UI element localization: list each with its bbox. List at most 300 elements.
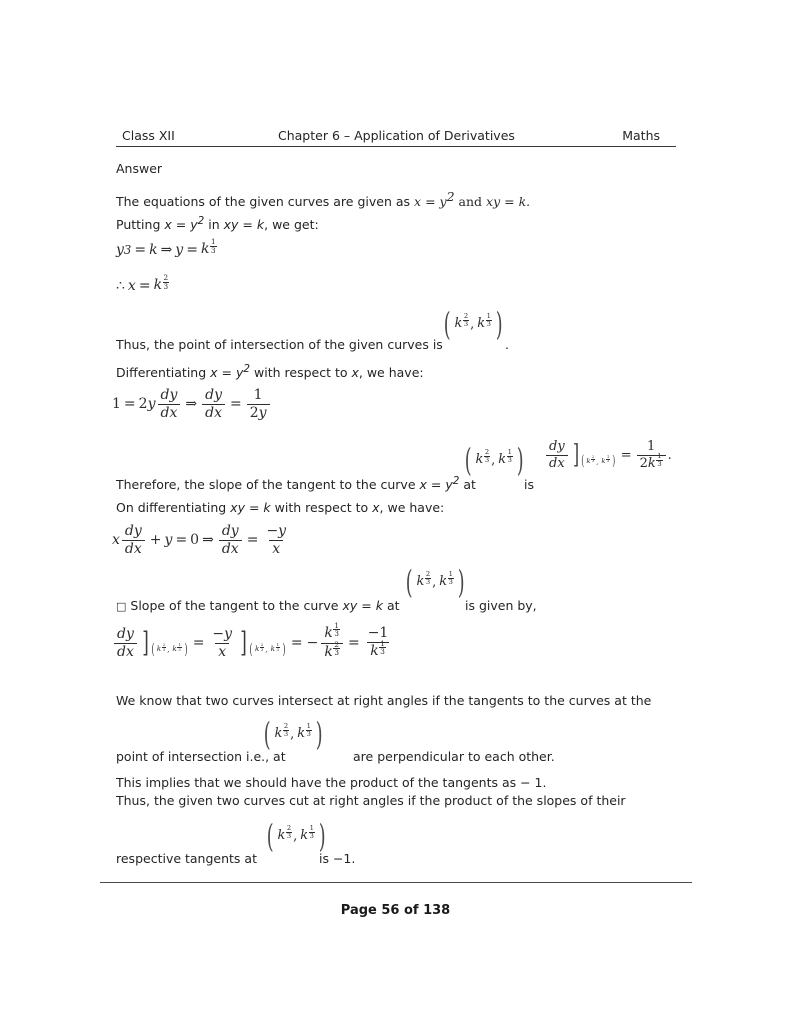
eq1-result-den [247,404,270,421]
page-number-label: Page 56 of 138 [340,903,451,918]
ordered-pair [150,639,189,658]
pair-comma: , [167,645,170,655]
pair-x-exp-num: 2 [286,824,292,833]
bigeq-k-den-base: k [324,643,333,660]
differentiating-var: x [351,365,359,381]
pair-body [276,824,316,844]
slope-den-exp-den: 3 [657,459,662,468]
pair-body [415,570,455,590]
bigeq-x: x [215,643,229,660]
eq1-one: 1 [112,396,121,413]
pair-y-base: k [439,574,448,590]
bigeq-final-den [367,639,389,660]
line-curves-given-text: The equations of the given curves are given as [116,194,411,210]
slope-xy-post: is given by, [465,598,537,613]
ondiff-end: , we have: [379,500,445,515]
pair-comma: , [293,828,298,844]
eq2-dy-2: dy [221,523,239,539]
eq2-dydx-2 [219,524,242,556]
differentiating-post: with respect to [254,365,348,381]
intersection-point-pair-1 [441,305,505,343]
curve-eq-k: k. [518,194,531,210]
line-curves-given [116,189,530,209]
pair-y-value [601,454,610,466]
ondiff-var: x [372,500,380,515]
bigeq-equals-3: = [347,635,360,652]
left-paren: ( [443,305,451,343]
pair-y-base: k [601,456,606,465]
slope-xy-k: k [375,598,383,613]
pair-x-exp-den: 3 [484,456,490,465]
pair-y-base: k [477,316,486,332]
eq1-equals-2: = [229,396,242,413]
pair-x-base: k [277,828,286,844]
left-paren: ( [405,563,413,601]
eq1-two: 2 [138,396,148,413]
pair-body [156,642,183,655]
pair-x-exp-den: 3 [591,459,595,464]
pair-x-exp-den: 3 [425,578,431,587]
slope-den-k-power [647,451,663,472]
exponent-numerator: 2 [163,273,169,283]
pair-y-base: k [172,644,177,654]
pair-comma: , [470,316,475,332]
pair-y-value [270,642,280,654]
pair-y-exp-den: 3 [276,647,279,653]
pair-y-value [439,570,454,590]
slope-dy: dy [549,439,565,455]
answer-heading: Answer [116,161,163,176]
bigeq-neg-y: −y [212,625,233,642]
respective-pre: respective tangents at [116,851,257,866]
eq1-result-num: 1 [253,387,263,403]
eq-x-k: k [153,277,163,294]
slope-dx: dx [546,455,568,471]
pair-comma: , [265,645,268,655]
pair-x-value [416,570,431,590]
eq1-result-fraction [247,388,270,420]
bigeq-dx: dx [114,643,137,660]
pair-y-exponent [486,313,492,328]
pair-x-exp-num: 2 [591,454,595,459]
curve-eq2-equals: = [504,194,515,210]
line-respective-tangents [116,851,257,866]
left-paren: ( [581,453,585,470]
bigeq-k-num-exp-num: 1 [334,621,339,630]
eq1-den-two: 2 [249,404,259,421]
pair-y-exp-den: 3 [606,459,610,464]
bigeq-final-fraction [365,626,392,659]
eval-bracket: ] [572,440,579,471]
bigeq-final-num: −1 [367,625,389,642]
slope-den-two: 2 [639,455,648,471]
eq-k-1: k [149,242,158,258]
pair-y-exp-num: 1 [306,722,311,731]
pair-x-exponent [484,449,490,464]
line-point-of-intersection-2 [116,749,286,764]
ordered-pair [248,639,287,658]
pair-comma: , [596,457,599,466]
eq-x: x [127,278,136,294]
intersection-point-pair-3 [403,563,467,601]
eq1-implies: ⇒ [185,396,198,413]
slope-den-exp-num: 1 [657,451,662,460]
eq2-equals-1: = [175,532,188,549]
curve-eq-y: y [439,194,447,210]
putting-pre: Putting [116,217,161,233]
point-inter-pre: point of intersection i.e., at [116,749,286,764]
pair-x-exponent [425,571,431,586]
pair-x-exp-num: 2 [162,642,166,648]
eq-equals-1: = [134,242,147,258]
putting-y-exponent: 2 [197,215,205,227]
pair-y-exp-num: 1 [276,642,279,648]
pair-x-exponent [283,723,289,738]
slope-xy-var: xy [342,598,358,613]
differentiating-equals: = [221,365,233,381]
ordered-pair [462,441,526,479]
eq1-y: y [147,396,156,413]
eq2-x: x [112,532,120,549]
pair-y-exp-den: 3 [448,578,453,587]
eq1-dydx-2 [202,388,225,420]
pair-y-base: k [498,452,507,468]
eval-bracket: ] [142,625,149,659]
eq-implies-1: ⇒ [160,242,173,258]
pair-y-exponent [448,571,454,586]
pair-comma: , [290,726,295,742]
bigeq-equals-1: = [192,635,205,652]
pair-x-exp-num: 2 [260,642,264,648]
slope-x: x [419,477,427,493]
eq2-equals-2: = [246,532,259,549]
equation-implicit-diff-1 [112,388,272,420]
pair-x-exponent [162,643,166,652]
pair-x-base: k [416,574,425,590]
curve-eq-xy: xy [486,194,501,210]
pair-x-exp-num: 2 [283,722,289,731]
eq-y: y [116,242,124,258]
pair-body [254,642,281,655]
slope-pre: Therefore, the slope of the tangent to the curve [116,477,416,493]
eq1-equals-1: = [123,396,136,413]
exponent-numerator: 1 [210,237,216,247]
line-slope-xy-curve [116,598,400,613]
eq2-result-den: x [269,540,283,557]
eq2-result-num: −y [266,523,287,539]
pair-x-exp-num: 2 [425,570,431,579]
pair-body [273,722,313,742]
eq-y-exponent: 3 [123,243,132,257]
ordered-pair [403,563,467,601]
pair-y-exponent [309,825,315,840]
slope-num: 1 [646,439,656,454]
pair-x-exponent [591,456,595,464]
eq-k-power-two-thirds [153,273,170,294]
pair-x-value [254,642,264,654]
intersection-period: . [505,337,509,352]
eq1-dy-1: dy [160,387,178,403]
curve-eq-y-exponent: 2 [446,189,455,204]
differentiating-y-exp: 2 [243,363,251,375]
differentiating-end: , we have: [358,365,424,381]
header-chapter-title: Chapter 6 – Application of Derivatives [278,128,515,143]
pair-x-value [274,722,289,742]
pair-y-exponent [507,449,513,464]
pair-y-exponent [177,643,181,652]
pair-x-exp-den: 3 [286,832,292,841]
differentiating-pre: Differentiating [116,365,207,381]
ordered-pair [264,817,328,855]
ordered-pair [261,715,325,753]
pair-y-exp-num: 1 [507,448,512,457]
eq-x-equals: = [138,278,151,294]
right-paren: ) [315,715,323,753]
line-implies-product: This implies that we should have the product of the tangents as − 1. [116,775,547,790]
pair-x-exp-den: 3 [162,647,166,653]
pair-y-exp-den: 3 [178,647,181,653]
exponent-two-thirds [163,274,170,290]
eq2-dx-2: dx [219,540,242,557]
bigeq-k-num-base: k [324,625,333,641]
pair-x-value [475,448,490,468]
pair-body [474,448,514,468]
pair-x-exp-den: 3 [260,647,264,653]
bigeq-final-exp-den: 3 [380,647,385,657]
putting-post: , we get: [264,217,319,233]
ondiff-xy: xy [230,500,245,515]
right-paren: ) [495,305,503,343]
eq2-dx-1: dx [122,540,145,557]
bigeq-final-k-power [370,639,386,660]
pair-y-exp-den: 3 [306,730,311,739]
ordered-pair [441,305,505,343]
bigeq-k-num-exp-den: 3 [334,629,339,639]
line-thus-cut-right-angles: Thus, the given two curves cut at right angles if the product of the slopes of their [116,793,626,808]
pair-y-exp-den: 3 [486,320,491,329]
pair-y-exponent [306,723,312,738]
curve-eq-equals: = [425,194,436,210]
header-divider [116,146,676,147]
pair-x-value [586,454,595,466]
eq2-dydx-1 [122,524,145,556]
putting-equals2: = [242,217,253,233]
pair-x-value [156,642,166,654]
pair-x-base: k [454,316,463,332]
line-slope-tangent [116,475,476,492]
pair-y-exp-num: 1 [309,824,314,833]
left-paren: ( [266,817,274,855]
eq2-result-fraction [263,524,289,556]
slope-xy-at: at [386,598,400,613]
bigeq-k-den-exponent [333,641,340,657]
pair-y-value [297,722,312,742]
differentiating-x: x [210,365,218,381]
eq-equals-2: = [186,242,198,258]
eq1-dy-2: dy [205,387,222,403]
pair-x-exp-den: 3 [283,730,289,739]
ondiff-pre: On differentiating [116,500,227,515]
pair-y-base: k [270,644,275,654]
pair-x-exp-num: 2 [484,448,490,457]
eq2-dy-1: dy [124,523,142,539]
bigeq-final-k-base: k [370,643,379,660]
slope-result-fraction [637,440,666,471]
bigeq-equals-2: = [290,635,303,652]
right-paren: ) [282,639,286,658]
pair-y-value [172,642,181,654]
bigeq-k-ratio [321,621,343,660]
slope-xy-pre: Slope of the tangent to the curve [130,598,339,613]
ondiff-k: k [263,500,271,515]
bigeq-final-exponent [379,640,386,656]
slope-equals: = [620,448,632,464]
pair-x-base: k [156,644,162,654]
pair-x-base: k [274,726,283,742]
slope-y-exp: 2 [452,475,460,487]
missing-glyph-box-icon: □ [116,600,127,613]
pair-y-value [477,312,492,332]
intersection-point-pair-4 [261,715,325,753]
curve-eq-x: x [414,194,422,210]
eq1-dx-1: dx [158,404,181,421]
pair-y-value [498,448,513,468]
exponent-one-third [210,238,217,254]
eq2-implies: ⇒ [202,532,214,549]
equation-slope-xy-evaluation [112,621,393,660]
pair-y-exp-num: 1 [606,454,610,459]
slope-period: . [667,448,672,464]
intersection-text: Thus, the point of intersection of the given curves is [116,337,443,352]
right-paren: ) [457,563,465,601]
bigeq-evaluation-bar-1 [140,625,190,659]
bigeq-dy: dy [117,625,134,642]
ondiff-equals: = [248,500,260,515]
eval-subscript-point [150,639,189,658]
line-point-of-intersection [116,337,443,352]
putting-xy: xy [223,217,239,233]
line-putting [116,215,319,232]
eq1-dx-2: dx [202,404,225,421]
line-on-differentiating [116,500,444,515]
bigeq-k-ratio-den [321,639,343,661]
eq1-den-y: y [258,404,267,421]
pair-x-value [454,312,469,332]
bigeq-neg-y-over-x [209,627,235,659]
putting-y: y [190,217,198,233]
ordered-pair [580,453,617,470]
pair-y-exp-num: 1 [178,642,181,648]
putting-equals: = [175,217,187,233]
right-paren: ) [184,639,188,658]
footer-divider [100,882,692,883]
exponent-denominator: 3 [163,281,169,291]
slope-y: y [445,477,453,493]
pair-body [585,454,611,466]
bigeq-dydx [114,627,137,659]
right-paren: ) [516,441,524,479]
putting-x: x [164,217,172,233]
left-paren: ( [263,715,271,753]
pair-y-base: k [300,828,309,844]
bigeq-k-den-exp-den: 3 [334,647,339,657]
right-paren: ) [612,453,616,470]
equation-x-two-thirds [116,273,169,294]
slope-den [637,451,666,472]
slope-at: at [463,477,476,493]
pair-y-value [300,824,315,844]
eq2-zero: 0 [190,532,200,549]
pair-x-exponent [463,313,469,328]
pair-y-exp-num: 1 [486,312,491,321]
eq-k-power-one-third [200,237,217,258]
intersection-point-pair-2 [462,441,526,479]
pair-y-exp-den: 3 [507,456,512,465]
eq2-plus: + [149,532,162,549]
equation-y-cubed [116,237,217,258]
slope-den-k: k [647,455,656,471]
eq-k-2: k [200,241,210,258]
respective-post: is −1. [319,851,356,866]
bigeq-k-den-exp-num: 2 [334,639,339,649]
left-paren: ( [249,639,253,658]
line-differentiating [116,363,424,380]
slope-dydx [546,440,568,470]
pair-y-exp-den: 3 [309,832,314,841]
equation-implicit-diff-2 [112,524,291,556]
pair-x-exponent [286,825,292,840]
slope-equals: = [430,477,442,493]
curve-eq-and: and [458,194,483,210]
line-right-angles: We know that two curves intersect at right angles if the tangents to the curves at the [116,693,652,708]
intersection-point-pair-5 [264,817,328,855]
bigeq-k-den-power [324,639,340,661]
bigeq-final-exp-num: 1 [380,639,385,649]
right-paren: ) [318,817,326,855]
pair-comma: , [491,452,496,468]
pair-y-exp-num: 1 [448,570,453,579]
slope-xy-equals: = [361,598,372,613]
pair-y-exponent [606,456,610,464]
pair-y-exponent [276,643,280,652]
slope-is-word: is [524,477,534,492]
pair-x-base: k [475,452,484,468]
pair-x-exp-den: 3 [463,320,469,329]
eq-y-2: y [175,242,184,258]
slope-evaluation-bar [571,440,618,471]
equation-slope-value [544,440,672,471]
left-paren: ( [464,441,472,479]
bigeq-minus: − [306,635,319,652]
putting-k: k [256,217,265,233]
header-subject: Maths [622,128,660,143]
eval-bracket: ] [240,625,247,659]
point-inter-post: are perpendicular to each other. [353,749,555,764]
pair-y-base: k [297,726,306,742]
ondiff-post: with respect to [274,500,369,515]
pair-x-base: k [586,456,591,465]
eval-subscript-point [248,639,287,658]
differentiating-y: y [236,365,244,381]
eq1-dydx-1 [158,388,181,420]
eval-subscript-point [580,453,617,470]
slope-den-exponent [656,453,662,468]
bigeq-k-num-exponent [333,622,340,638]
therefore-symbol: ∴ [116,278,125,294]
pair-x-exp-num: 2 [463,312,469,321]
exponent-denominator: 3 [210,245,216,255]
pair-comma: , [432,574,437,590]
